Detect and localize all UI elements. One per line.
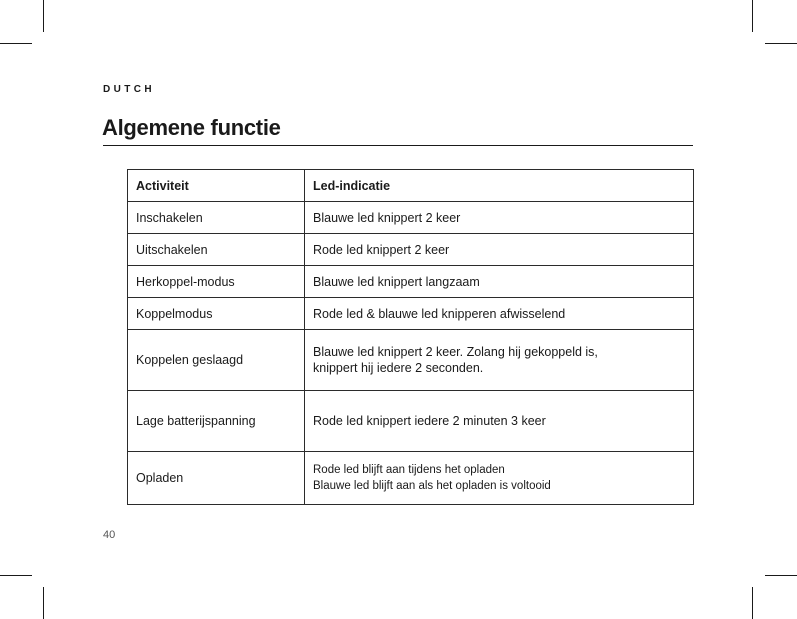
crop-mark-bottom-left-vertical [43,587,44,619]
led-cell: Rode led & blauwe led knipperen afwisselend [305,298,694,330]
led-cell: Rode led knippert 2 keer [305,234,694,266]
crop-mark-bottom-left-horizontal [0,575,32,576]
led-cell [305,452,694,505]
activity-cell: Koppelen geslaagd [128,330,305,391]
led-cell: Rode led knippert iedere 2 minuten 3 keer [305,391,694,452]
led-cell: Blauwe led knippert langzaam [305,266,694,298]
led-cell: Blauwe led knippert 2 keer [305,202,694,234]
led-line: Blauwe led blijft aan als het opladen is voltooid [313,480,551,492]
crop-mark-bottom-right-vertical [752,587,753,619]
led-function-table [127,169,694,505]
activity-cell: Herkoppel-modus [128,266,305,298]
activity-cell: Inschakelen [128,202,305,234]
page-number: 40 [103,529,116,541]
column-header-activity: Activiteit [128,170,305,202]
led-line: Blauwe led knippert 2 keer. Zolang hij gekoppeld is, [313,345,598,359]
crop-mark-top-right-vertical [752,0,753,32]
led-cell [305,330,694,391]
crop-mark-top-right-horizontal [765,43,797,44]
activity-cell: Opladen [128,452,305,505]
table-row [128,452,694,505]
column-header-led: Led-indicatie [305,170,694,202]
page-title: Algemene functie [102,115,281,140]
table-row [128,202,694,234]
activity-cell: Lage batterijspanning [128,391,305,452]
activity-cell: Uitschakelen [128,234,305,266]
title-divider [103,145,693,146]
table-row [128,391,694,452]
led-line: knippert hij iedere 2 seconden. [313,361,484,375]
activity-cell: Koppelmodus [128,298,305,330]
crop-mark-top-left-horizontal [0,43,32,44]
table-row [128,298,694,330]
language-label: DUTCH [103,84,155,95]
table-row [128,234,694,266]
crop-mark-top-left-vertical [43,0,44,32]
table-row [128,330,694,391]
led-line: Rode led blijft aan tijdens het opladen [313,464,505,476]
table-row [128,266,694,298]
table-header-row [128,170,694,202]
crop-mark-bottom-right-horizontal [765,575,797,576]
